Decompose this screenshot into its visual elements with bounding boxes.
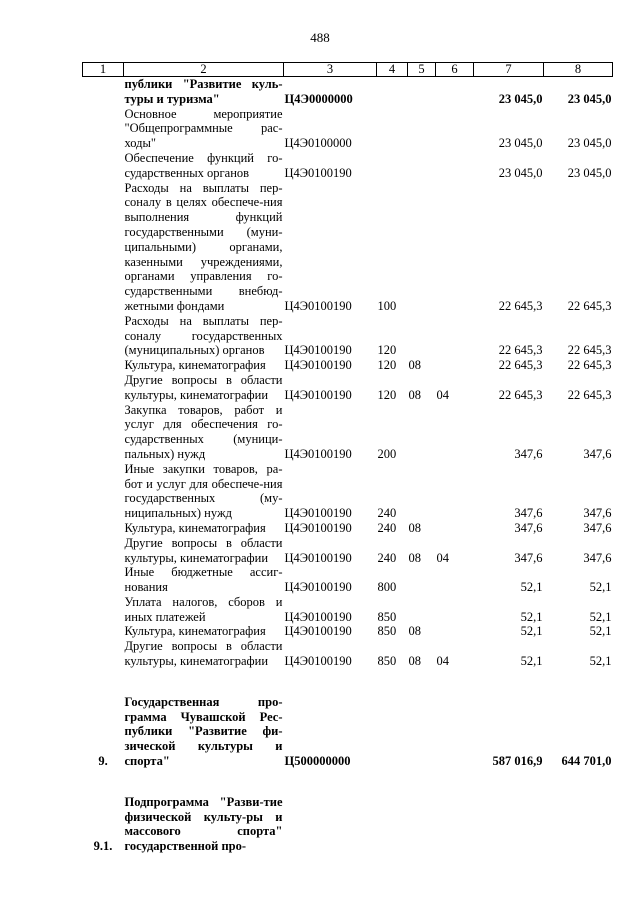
- subsection-code: [436, 151, 474, 181]
- amount-year-1: 23 045,0: [498, 91, 543, 106]
- table-row: [83, 181, 613, 314]
- table-row: [83, 462, 613, 521]
- table-row: [83, 358, 613, 373]
- amount-year-2: 23 045,0: [567, 91, 612, 106]
- table-row: [83, 639, 613, 669]
- subsection-code: [436, 795, 474, 854]
- expense-type: [377, 695, 408, 769]
- target-code: Ц4Э0100190: [284, 446, 352, 461]
- target-code: Ц4Э0100190: [284, 624, 352, 639]
- amount-year-2: [544, 795, 613, 854]
- amount-year-2: 644 701,0: [561, 754, 612, 769]
- table-row: [83, 695, 613, 769]
- target-code: Ц4Э0100190: [284, 550, 352, 565]
- section-code: [408, 77, 436, 107]
- amount-year-2: 52,1: [589, 580, 612, 595]
- row-name: Другие вопросы в области культуры, кинематографии: [124, 639, 283, 669]
- subsection-code: 04: [436, 654, 449, 669]
- target-code: Ц4Э0000000: [284, 91, 353, 106]
- amount-year-2: 347,6: [583, 446, 612, 461]
- spacer-row: [83, 769, 613, 795]
- row-name: Другие вопросы в области культуры, кинематографии: [124, 372, 283, 402]
- target-code: Ц500000000: [284, 754, 351, 769]
- row-number: [83, 373, 124, 403]
- header-cell: 2: [124, 63, 284, 77]
- expense-type: [377, 795, 408, 854]
- amount-year-2: 52,1: [589, 624, 612, 639]
- row-number: [83, 403, 124, 462]
- table-row: [83, 595, 613, 625]
- row-number: [83, 314, 124, 358]
- target-code: Ц4Э0100190: [284, 343, 352, 358]
- subsection-code: [436, 462, 474, 521]
- row-name: Закупка товаров, работ и услуг для обеспечения го-сударственных (муници-пальных) нужд: [124, 402, 283, 461]
- subsection-code: [436, 314, 474, 358]
- amount-year-2: 22 645,3: [567, 343, 612, 358]
- table-row: [83, 521, 613, 536]
- amount-year-2: 347,6: [583, 520, 612, 535]
- section-code: 08: [408, 520, 421, 535]
- amount-year-1: [474, 795, 544, 854]
- budget-table: [82, 62, 613, 854]
- row-number: 9.1.: [93, 839, 113, 854]
- expense-type: 240: [377, 506, 397, 521]
- section-code: 08: [408, 358, 421, 373]
- row-name: Расходы на выплаты пер-соналу в целях обеспече-ния выполнения функций государственными (муни-ципальными) органами, казенными учреждениями, органами управления го-сударственными внебюд-жетными фондами: [124, 180, 283, 313]
- expense-type: 240: [377, 520, 397, 535]
- amount-year-2: 22 645,3: [567, 298, 612, 313]
- expense-type: 120: [377, 387, 397, 402]
- amount-year-1: 52,1: [520, 624, 543, 639]
- amount-year-1: 23 045,0: [498, 165, 543, 180]
- amount-year-1: 22 645,3: [498, 358, 543, 373]
- subsection-code: 04: [436, 550, 449, 565]
- subsection-code: [436, 695, 474, 769]
- row-number: 9.: [98, 754, 108, 769]
- section-code: [408, 181, 436, 314]
- target-code: Ц4Э0100190: [284, 609, 352, 624]
- row-number: [83, 624, 124, 639]
- table-row: [83, 107, 613, 151]
- amount-year-1: 22 645,3: [498, 298, 543, 313]
- amount-year-2: 22 645,3: [567, 358, 612, 373]
- row-number: [83, 358, 124, 373]
- expense-type: [377, 151, 408, 181]
- row-number: [83, 595, 124, 625]
- target-code: Ц4Э0100190: [284, 506, 352, 521]
- row-number: [83, 521, 124, 536]
- expense-type: 850: [377, 654, 397, 669]
- header-cell: 3: [284, 63, 377, 77]
- expense-type: 120: [377, 343, 397, 358]
- target-code: Ц4Э0100190: [284, 298, 352, 313]
- row-name: Культура, кинематография: [124, 358, 266, 373]
- section-code: [408, 107, 436, 151]
- subsection-code: [436, 77, 474, 107]
- table-row: [83, 536, 613, 566]
- amount-year-1: 22 645,3: [498, 343, 543, 358]
- row-name: Расходы на выплаты пер-соналу государственных (муниципальных) органов: [124, 313, 283, 358]
- expense-type: 850: [377, 624, 397, 639]
- amount-year-1: 22 645,3: [498, 387, 543, 402]
- amount-year-2: 23 045,0: [567, 165, 612, 180]
- header-cell: 5: [408, 63, 436, 77]
- amount-year-2: 347,6: [583, 550, 612, 565]
- amount-year-1: 347,6: [514, 520, 543, 535]
- row-number: [83, 77, 124, 107]
- section-code: [408, 595, 436, 625]
- amount-year-1: 347,6: [514, 506, 543, 521]
- amount-year-1: 347,6: [514, 550, 543, 565]
- row-name: Культура, кинематография: [124, 624, 266, 639]
- amount-year-1: 52,1: [520, 609, 543, 624]
- amount-year-1: 23 045,0: [498, 136, 543, 151]
- section-code: 08: [408, 654, 421, 669]
- row-name: публики "Развитие куль-туры и туризма": [124, 77, 283, 106]
- amount-year-2: 347,6: [583, 506, 612, 521]
- table-row: [83, 314, 613, 358]
- expense-type: 100: [377, 298, 397, 313]
- row-number: [83, 536, 124, 566]
- row-number: [83, 181, 124, 314]
- row-name: Государственная про-грамма Чувашской Рес-публики "Развитие фи-зической культуры и спорта": [124, 694, 283, 769]
- table-row: [83, 403, 613, 462]
- row-number: [83, 151, 124, 181]
- subsection-code: [436, 521, 474, 536]
- expense-type: 240: [377, 550, 397, 565]
- section-code: 08: [408, 387, 421, 402]
- header-row: [83, 63, 613, 77]
- header-cell: 8: [544, 63, 613, 77]
- expense-type: [377, 77, 408, 107]
- row-name: Подпрограмма "Разви-тие физической культу-ры и массового спорта" государственной про-: [124, 794, 283, 854]
- row-name: Другие вопросы в области культуры, кинематографии: [124, 535, 283, 565]
- section-code: [408, 795, 436, 854]
- expense-type: 200: [377, 446, 397, 461]
- subsection-code: [436, 565, 474, 595]
- amount-year-2: 52,1: [589, 654, 612, 669]
- header-cell: 1: [83, 63, 124, 77]
- target-code: Ц4Э0100190: [284, 165, 352, 180]
- table-row: [83, 565, 613, 595]
- amount-year-1: 52,1: [520, 580, 543, 595]
- header-cell: 7: [474, 63, 544, 77]
- table-row: [83, 151, 613, 181]
- section-code: [408, 403, 436, 462]
- row-name: Иные закупки товаров, ра-бот и услуг для обеспече-ния государственных (му-ниципальных) нужд: [124, 461, 283, 521]
- subsection-code: [436, 107, 474, 151]
- subsection-code: [436, 181, 474, 314]
- amount-year-2: 23 045,0: [567, 136, 612, 151]
- table-row: [83, 624, 613, 639]
- amount-year-2: 22 645,3: [567, 387, 612, 402]
- target-code: Ц4Э0100190: [284, 654, 352, 669]
- expense-type: 850: [377, 609, 397, 624]
- section-code: [408, 151, 436, 181]
- spacer-row: [83, 669, 613, 695]
- row-number: [83, 565, 124, 595]
- expense-type: 800: [377, 580, 397, 595]
- row-name: Культура, кинематография: [124, 520, 266, 535]
- table-row: [83, 373, 613, 403]
- amount-year-1: 52,1: [520, 654, 543, 669]
- target-code: Ц4Э0100190: [284, 580, 352, 595]
- amount-year-1: 347,6: [514, 446, 543, 461]
- row-name: Обеспечение функций го-сударственных органов: [124, 150, 283, 180]
- subsection-code: [436, 358, 474, 373]
- header-cell: 6: [436, 63, 474, 77]
- target-code: Ц4Э0100190: [284, 520, 352, 535]
- subsection-code: [436, 595, 474, 625]
- page-number: 488: [310, 30, 330, 45]
- row-number: [83, 462, 124, 521]
- table-row: [83, 77, 613, 107]
- amount-year-1: 587 016,9: [492, 754, 543, 769]
- row-name: Основное мероприятие "Общепрограммные рас-ходы": [124, 106, 283, 151]
- subsection-code: 04: [436, 387, 449, 402]
- section-code: 08: [408, 624, 421, 639]
- target-code: Ц4Э0100190: [284, 387, 352, 402]
- row-name: Уплата налогов, сборов и иных платежей: [124, 594, 283, 624]
- target-code: Ц4Э0100000: [284, 136, 352, 151]
- row-name: Иные бюджетные ассиг-нования: [124, 565, 283, 595]
- row-number: [83, 639, 124, 669]
- row-number: [83, 107, 124, 151]
- target-code: Ц4Э0100190: [284, 358, 352, 373]
- amount-year-2: 52,1: [589, 609, 612, 624]
- table-row: [83, 795, 613, 854]
- subsection-code: [436, 403, 474, 462]
- expense-type: 120: [377, 358, 397, 373]
- section-code: [408, 314, 436, 358]
- section-code: [408, 565, 436, 595]
- expense-type: [377, 107, 408, 151]
- section-code: [408, 695, 436, 769]
- section-code: 08: [408, 550, 421, 565]
- subsection-code: [436, 624, 474, 639]
- header-cell: 4: [377, 63, 408, 77]
- section-code: [408, 462, 436, 521]
- target-code: [284, 795, 377, 854]
